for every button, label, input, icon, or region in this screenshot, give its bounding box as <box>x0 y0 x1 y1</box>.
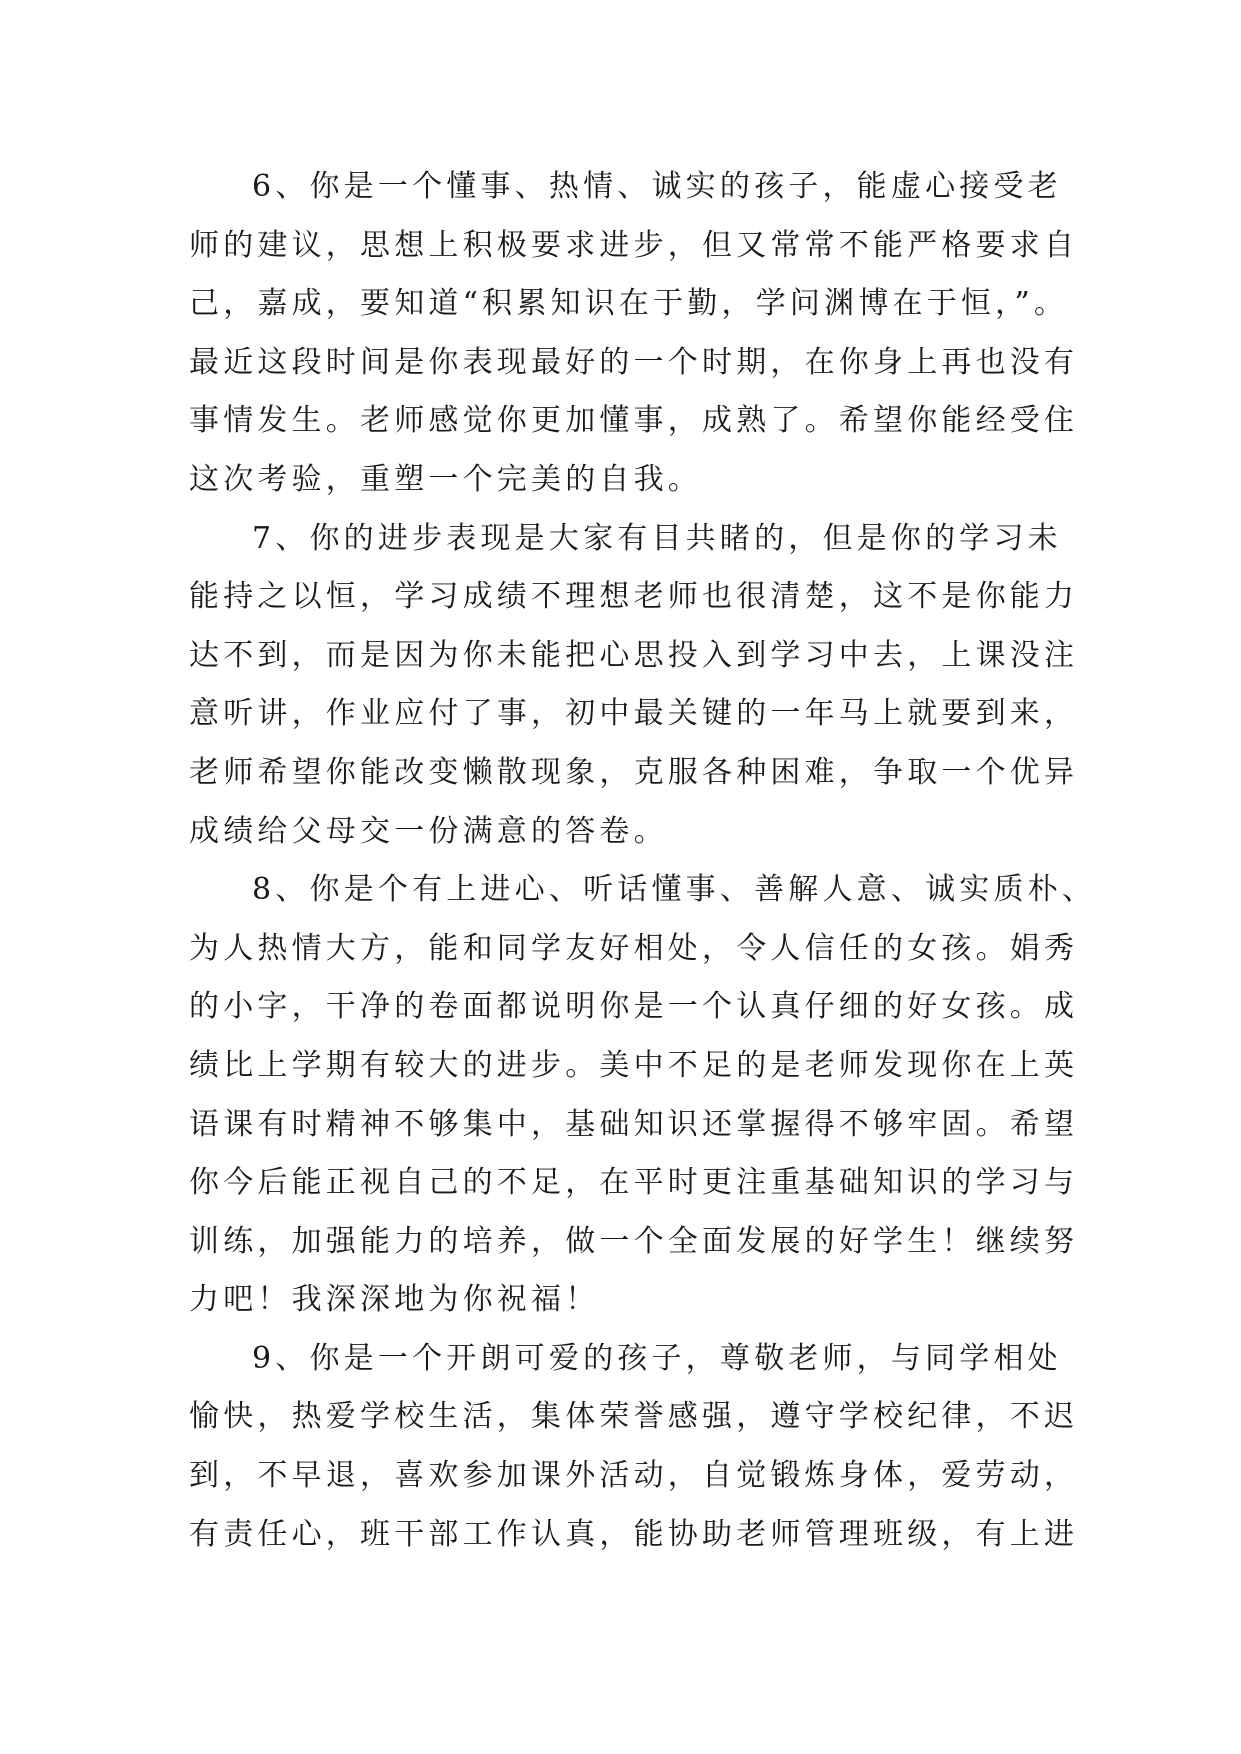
text-line: 训练，加强能力的培养，做一个全面发展的好学生！继续努 <box>189 1223 1079 1259</box>
document-body <box>189 158 1097 1564</box>
text-line: 师的建议，思想上积极要求进步，但又常常不能严格要求自 <box>189 227 1079 263</box>
text-line: 这次考验，重塑一个完美的自我。 <box>189 461 702 497</box>
text-line: 6、你是一个懂事、热情、诚实的孩子，能虚心接受老 <box>252 169 1062 204</box>
text-line: 事情发生。老师感觉你更加懂事，成熟了。希望你能经受住 <box>189 403 1079 439</box>
text-line: 成绩给父母交一份满意的答卷。 <box>189 813 668 849</box>
text-line: 9、你是一个开朗可爱的孩子，尊敬老师，与同学相处 <box>252 1340 1062 1376</box>
text-line: 的小字，干净的卷面都说明你是一个认真仔细的好女孩。成 <box>189 989 1079 1025</box>
text-line: 己，嘉成，要知道“积累知识在于勤，学问渊博在于恒，”。 <box>189 286 1069 322</box>
text-line: 为人热情大方，能和同学友好相处，令人信任的女孩。娟秀 <box>189 930 1079 966</box>
text-line: 有责任心，班干部工作认真，能协助老师管理班级，有上进 <box>189 1516 1079 1552</box>
text-line: 到，不早退，喜欢参加课外活动，自觉锻炼身体，爱劳动， <box>189 1458 1079 1494</box>
text-line: 7、你的进步表现是大家有目共睹的，但是你的学习未 <box>252 520 1062 556</box>
text-line: 达不到，而是因为你未能把心思投入到学习中去，上课没注 <box>189 637 1079 673</box>
text-line: 绩比上学期有较大的进步。美中不足的是老师发现你在上英 <box>189 1047 1079 1083</box>
text-line: 愉快，热爱学校生活，集体荣誉感强，遵守学校纪律，不迟 <box>189 1399 1079 1435</box>
text-line: 老师希望你能改变懒散现象，克服各种困难，争取一个优异 <box>189 754 1079 790</box>
text-line: 你今后能正视自己的不足，在平时更注重基础知识的学习与 <box>189 1165 1079 1201</box>
text-line: 8、你是个有上进心、听话懂事、善解人意、诚实质朴、 <box>252 872 1097 908</box>
text-line: 语课有时精神不够集中，基础知识还掌握得不够牢固。希望 <box>189 1106 1079 1142</box>
text-line: 最近这段时间是你表现最好的一个时期，在你身上再也没有 <box>189 344 1079 380</box>
text-line: 能持之以恒，学习成绩不理想老师也很清楚，这不是你能力 <box>189 579 1079 615</box>
text-line: 意听讲，作业应付了事，初中最关键的一年马上就要到来， <box>189 696 1079 732</box>
text-line: 力吧！我深深地为你祝福！ <box>189 1282 600 1318</box>
